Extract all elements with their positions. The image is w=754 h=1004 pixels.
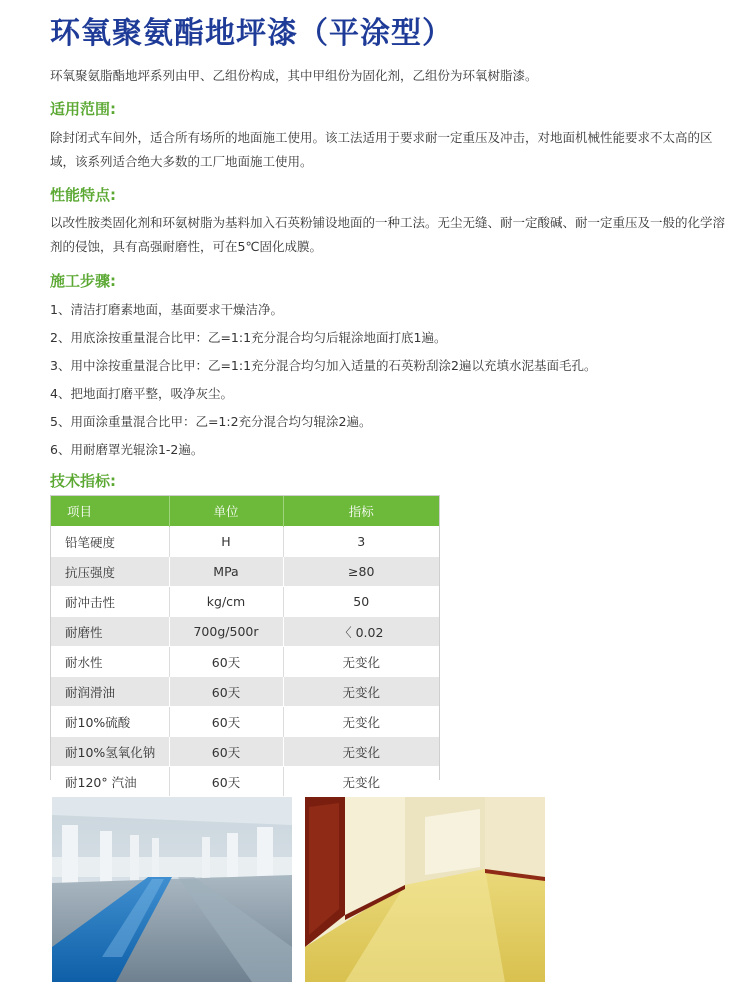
table-cell: ≥80 bbox=[283, 557, 439, 587]
table-cell: 耐冲击性 bbox=[51, 587, 169, 617]
table-row bbox=[51, 767, 439, 797]
table-cell: 无变化 bbox=[283, 647, 439, 677]
table-cell: kg/cm bbox=[169, 587, 283, 617]
table-cell: H bbox=[169, 527, 283, 557]
table-cell: 50 bbox=[283, 587, 439, 617]
table-cell: 60天 bbox=[169, 707, 283, 737]
table-row bbox=[51, 677, 439, 707]
table-row bbox=[51, 527, 439, 557]
steps-list bbox=[50, 298, 597, 466]
table-cell: 60天 bbox=[169, 737, 283, 767]
step-item: 2、用底涂按重量混合比甲：乙=1:1充分混合均匀后辊涂地面打底1遍。 bbox=[50, 330, 447, 345]
table-cell: 无变化 bbox=[283, 767, 439, 797]
table-cell: 无变化 bbox=[283, 677, 439, 707]
blue-epoxy-floor-photo bbox=[52, 797, 292, 982]
table-row bbox=[51, 557, 439, 587]
scope-heading: 适用范围: bbox=[50, 100, 116, 118]
table-row bbox=[51, 737, 439, 767]
table-cell: 抗压强度 bbox=[51, 557, 169, 587]
step-item: 4、把地面打磨平整，吸净灰尘。 bbox=[50, 386, 233, 401]
spec-table bbox=[51, 496, 439, 796]
page-title: 环氧聚氨酯地坪漆（平涂型） bbox=[50, 16, 453, 51]
table-cell: 无变化 bbox=[283, 707, 439, 737]
step-item: 5、用面涂重量混合比甲：乙=1:2充分混合均匀辊涂2遍。 bbox=[50, 414, 372, 429]
features-heading: 性能特点: bbox=[50, 186, 116, 204]
step-item: 6、用耐磨罩光辊涂1-2遍。 bbox=[50, 442, 204, 457]
table-cell: 耐水性 bbox=[51, 647, 169, 677]
table-cell: 铅笔硬度 bbox=[51, 527, 169, 557]
table-cell: 3 bbox=[283, 527, 439, 557]
table-cell: 无变化 bbox=[283, 737, 439, 767]
column-header: 单位 bbox=[169, 496, 283, 527]
table-row bbox=[51, 707, 439, 737]
steps-heading: 施工步骤: bbox=[50, 272, 116, 290]
column-header: 指标 bbox=[283, 496, 439, 527]
scope-text: 除封闭式车间外，适合所有场所的地面施工使用。该工法适用于要求耐一定重压及冲击，对地面机械性能要求不太高的区域，该系列适合绝大多数的工厂地面施工使用。 bbox=[50, 130, 713, 169]
table-cell: MPa bbox=[169, 557, 283, 587]
table-cell: 耐10%硫酸 bbox=[51, 707, 169, 737]
step-item: 3、用中涂按重量混合比甲：乙=1:1充分混合均匀加入适量的石英粉刮涂2遍以充填水泥基面毛孔。 bbox=[50, 358, 597, 373]
table-cell: 60天 bbox=[169, 767, 283, 797]
yellow-epoxy-corridor-photo bbox=[305, 797, 545, 982]
specs-heading: 技术指标: bbox=[50, 472, 116, 490]
step-item: 1、清洁打磨素地面，基面要求干燥洁净。 bbox=[50, 302, 283, 317]
table-cell: 耐润滑油 bbox=[51, 677, 169, 707]
features-text: 以改性胺类固化剂和环氨树脂为基料加入石英粉铺设地面的一种工法。无尘无缝、耐一定酸碱、耐一定重压及一般的化学溶剂的侵蚀，具有高强耐磨性，可在5℃固化成膜。 bbox=[50, 215, 726, 254]
table-row bbox=[51, 617, 439, 647]
intro-text: 环氧聚氨脂酯地坪系列由甲、乙组份构成，其中甲组份为固化剂，乙组份为环氧树脂漆。 bbox=[50, 68, 538, 83]
table-cell: 耐120° 汽油 bbox=[51, 767, 169, 797]
table-cell: 耐磨性 bbox=[51, 617, 169, 647]
table-cell: 〈 0.02 bbox=[283, 617, 439, 647]
table-cell: 60天 bbox=[169, 677, 283, 707]
table-cell: 耐10%氢氧化钠 bbox=[51, 737, 169, 767]
table-row bbox=[51, 587, 439, 617]
table-header-row bbox=[51, 496, 439, 527]
table-cell: 60天 bbox=[169, 647, 283, 677]
table-cell: 700g/500r bbox=[169, 617, 283, 647]
column-header: 项目 bbox=[51, 496, 169, 527]
table-row bbox=[51, 647, 439, 677]
